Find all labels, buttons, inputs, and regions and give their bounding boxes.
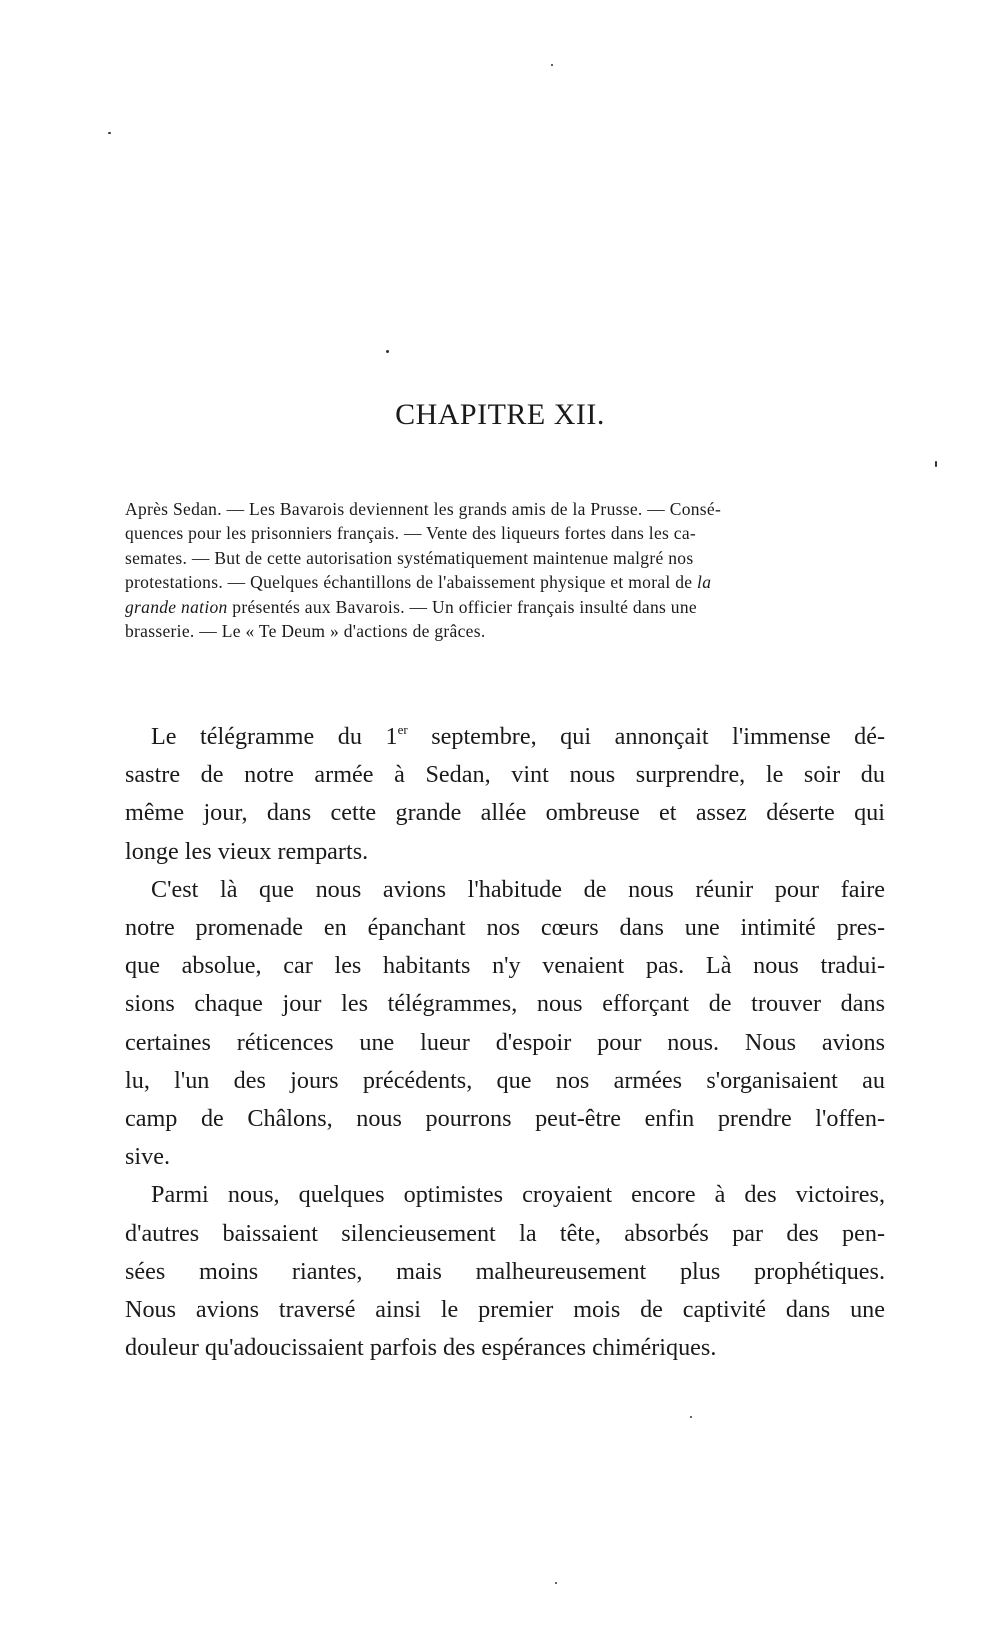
print-speck [555, 1582, 557, 1584]
summary-line [125, 595, 892, 619]
text-line: sive. [125, 1143, 171, 1171]
paragraph [125, 871, 885, 1177]
summary-text: protestations. — Quelques échantillons de l'abaissement physique et moral de [125, 572, 698, 593]
summary-line: quences pour les prisonniers français. — Vente des liqueurs fortes dans les ca- [125, 523, 697, 544]
text-line: douleur qu'adoucissaient parfois des espérances chimériques. [125, 1334, 717, 1362]
chapter-title: CHAPITRE XII. [395, 398, 605, 431]
summary-line [125, 570, 892, 594]
text-line: lu, l'un des jours précédents, que nos armées s'organisaient au [125, 1066, 885, 1094]
summary-line: semates. — But de cette autorisation systématiquement maintenue malgré nos [125, 547, 694, 568]
text-line: sées moins riantes, mais malheureusement plus prophétiques. [125, 1257, 885, 1285]
summary-italic-text: la [697, 572, 712, 593]
chapter-summary [125, 497, 892, 643]
summary-italic-text: grande nation [125, 596, 228, 617]
text-line: certaines réticences une lueur d'espoir pour nous. Nous avions [125, 1028, 885, 1056]
text-fragment: Le télégramme du 1 [151, 723, 398, 750]
text-line: Nous avions traversé ainsi le premier mois de captivité dans une [125, 1296, 885, 1324]
text-line: d'autres baissaient silencieusement la tête, absorbés par des pen- [125, 1219, 885, 1247]
text-line [125, 718, 885, 756]
text-fragment: septembre, qui annonçait l'immense dé- [407, 723, 885, 750]
text-line: C'est là que nous avions l'habitude de nous réunir pour faire [151, 875, 885, 903]
body-text [125, 718, 885, 1367]
text-line: notre promenade en épanchant nos cœurs dans une intimité pres- [125, 914, 885, 942]
text-line: Parmi nous, quelques optimistes croyaient encore à des victoires, [151, 1181, 885, 1209]
print-speck [108, 132, 111, 134]
text-line: longe les vieux remparts. [125, 837, 369, 865]
paragraph [125, 1176, 885, 1367]
print-speck [935, 461, 937, 467]
text-line: sastre de notre armée à Sedan, vint nous surprendre, le soir du [125, 761, 885, 789]
summary-line: Après Sedan. — Les Bavarois deviennent les grands amis de la Prusse. — Consé- [125, 499, 722, 519]
text-line: même jour, dans cette grande allée ombreuse et assez déserte qui [125, 799, 885, 827]
text-line: que absolue, car les habitants n'y venaient pas. Là nous tradui- [125, 952, 885, 980]
text-line: sions chaque jour les télégrammes, nous efforçant de trouver dans [125, 990, 885, 1018]
summary-text: présentés aux Bavarois. — Un officier français insulté dans une [232, 596, 697, 617]
summary-line: brasserie. — Le « Te Deum » d'actions de grâces. [125, 621, 486, 642]
text-line: camp de Châlons, nous pourrons peut-être enfin prendre l'offen- [125, 1105, 885, 1133]
print-speck [551, 64, 553, 66]
print-speck [386, 350, 389, 353]
paragraph [125, 718, 885, 871]
ordinal-suffix: er [397, 722, 408, 737]
print-speck [690, 1416, 692, 1418]
